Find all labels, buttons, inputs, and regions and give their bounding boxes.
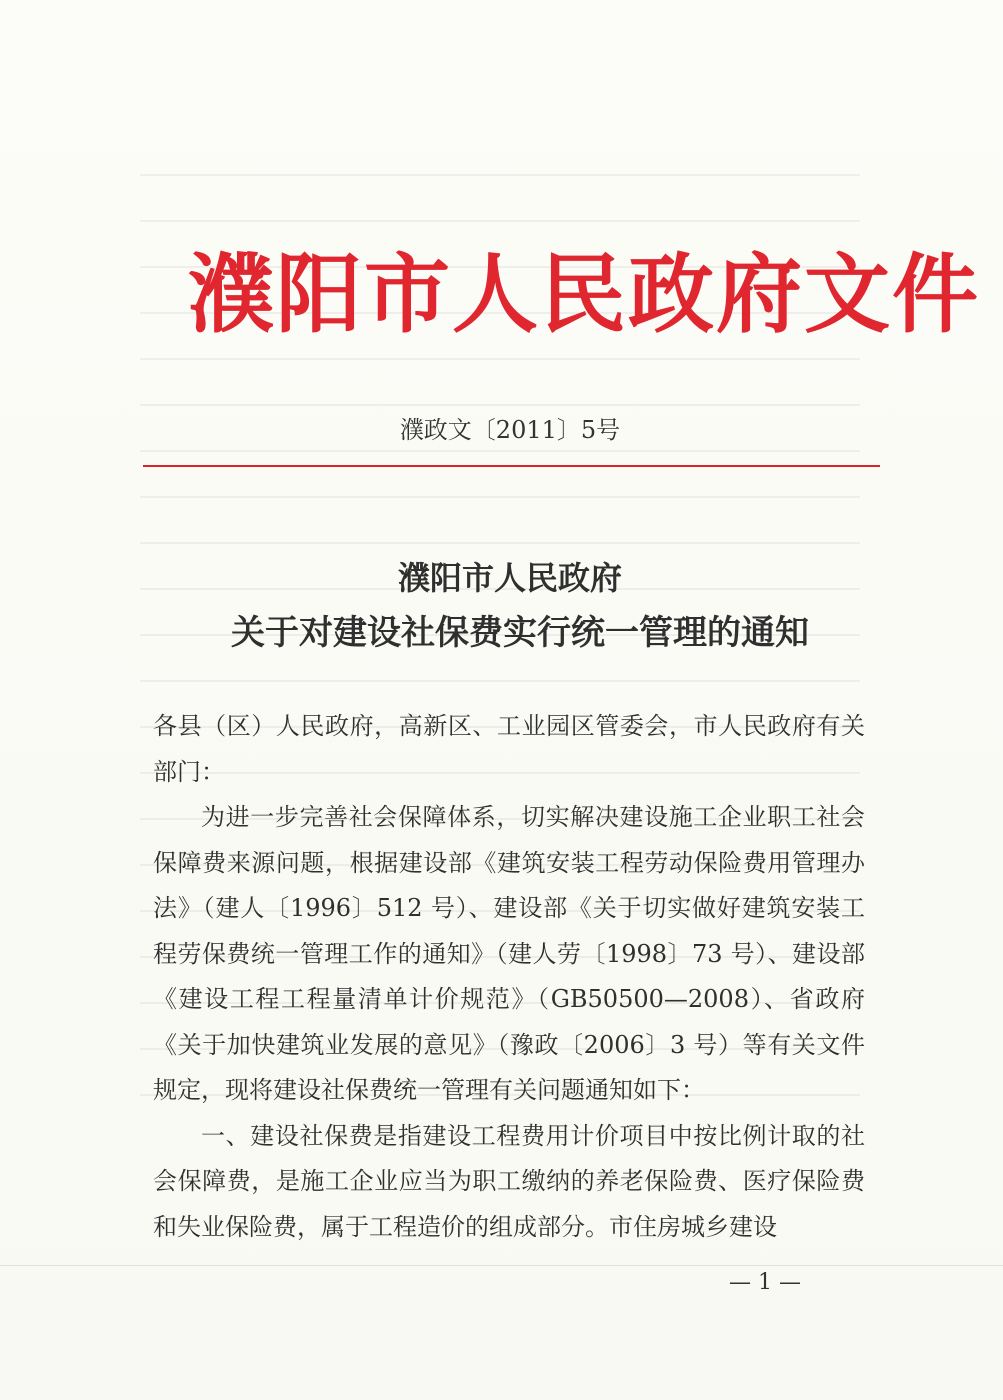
document-number: 濮政文〔2011〕5号 [399, 416, 621, 444]
addressee-line: 各县（区）人民政府，高新区、工业园区管委会，市人民政府有关部门： [153, 712, 865, 786]
paragraph-article-1: 一、建设社保费是指建设工程费用计价项目中按比例计取的社会保障费，是施工企业应当为职工缴纳的养老保险费、医疗保险费和失业保险费，属于工程造价的组成部分。市住房城乡建设 [153, 1121, 865, 1241]
page-number: — 1 — [729, 1270, 801, 1295]
notice-subject-title: 关于对建设社保费实行统一管理的通知 [231, 613, 809, 653]
notice-body [153, 704, 865, 1250]
red-divider-line [143, 465, 880, 467]
notice-issuer-title: 濮阳市人民政府 [397, 559, 622, 597]
paragraph-intro: 为进一步完善社会保障体系，切实解决建设施工企业职工社会保障费来源问题，根据建设部《建筑安装工程劳动保险费用管理办法》（建人〔1996〕512 号）、建设部《关于切实做好建筑安装工程劳保费统一管理工作的通知》（建人劳〔1998〕73 号）、建设部《建设工程工程量清单计价规范》（GB50500—2008）、省政府《关于加快建筑业发展的意见》（豫政〔2006〕3 号）等有关文件规定，现将建设社保费统一管理有关问题通知如下： [153, 803, 865, 1104]
scan-edge-line [0, 1265, 1003, 1266]
masthead-title: 濮阳市人民政府文件 [188, 244, 980, 345]
